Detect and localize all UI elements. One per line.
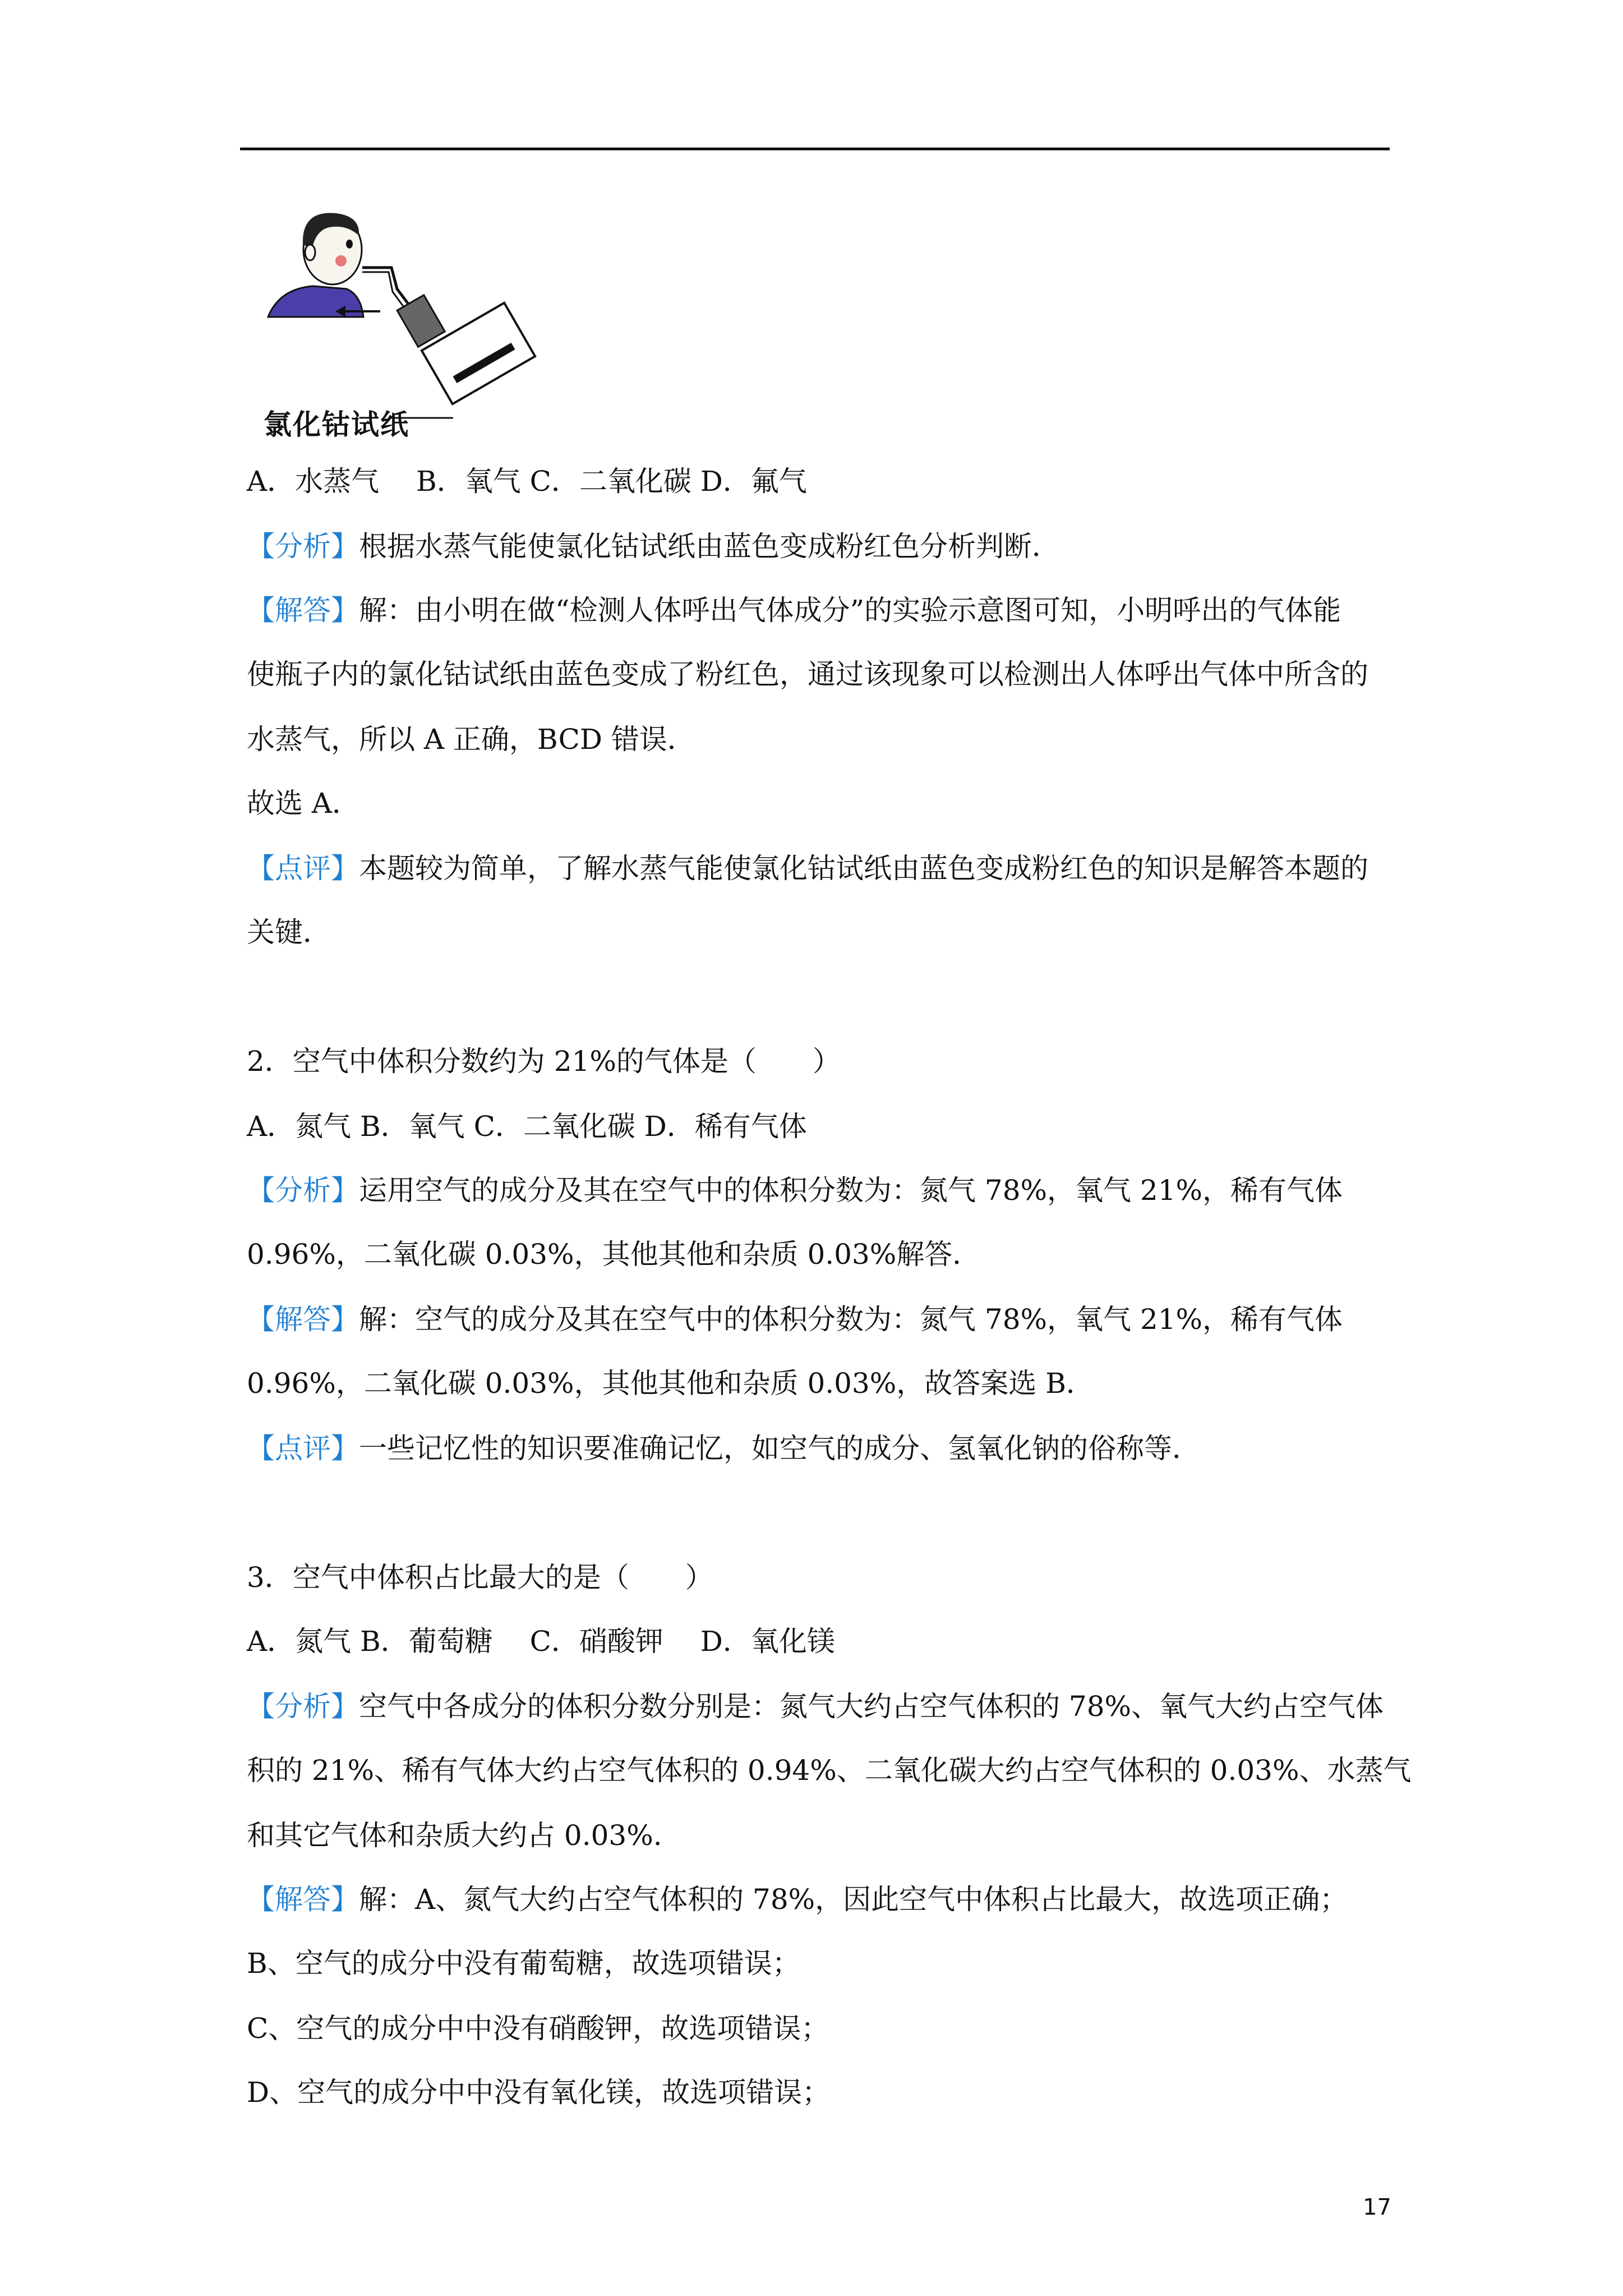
question-stem [247, 1561, 713, 1594]
text-line [247, 2076, 830, 2109]
section-tag: 【分析】 [247, 530, 359, 563]
text-line [247, 1174, 1343, 1207]
line-text: A．氮气 B．葡萄糖 C．硝酸钾 D．氧化镁 [247, 1625, 835, 1658]
line-text: 根据水蒸气能使氯化钴试纸由蓝色变成粉红色分析判断． [359, 530, 1060, 563]
text-line [247, 1819, 662, 1852]
line-text: C、空气的成分中中没有硝酸钾，故选项错误； [247, 2012, 829, 2045]
line-text: 空气中各成分的体积分数分别是：氮气大约占空气体积的 78%、氧气大约占空气体 [359, 1690, 1384, 1723]
text-line [247, 723, 695, 756]
text-line [247, 915, 331, 949]
text-line [247, 1947, 800, 1980]
text-line [247, 1690, 1384, 1723]
text-line [247, 593, 1341, 627]
line-text: A．氮气 B．氧气 C．二氧化碳 D．稀有气体 [247, 1110, 807, 1143]
line-text: 一些记忆性的知识要准确记忆，如空气的成分、氢氧化钠的俗称等． [359, 1432, 1200, 1465]
header-rule [240, 148, 1390, 150]
line-text: 运用空气的成分及其在空气中的体积分数为：氮气 78%，氧气 21%，稀有气体 [359, 1174, 1343, 1207]
text-line [247, 852, 1368, 885]
text-line [247, 464, 807, 498]
text-line [247, 1366, 1094, 1400]
line-text: 0.96%，二氧化碳 0.03%，其他其他和杂质 0.03%解答． [247, 1238, 981, 1271]
section-tag: 【点评】 [247, 852, 359, 885]
section-tag: 【分析】 [247, 1690, 359, 1723]
line-text: 关键． [247, 916, 331, 949]
line-text: 使瓶子内的氯化钴试纸由蓝色变成了粉红色，通过该现象可以检测出人体呼出气体中所含的 [247, 658, 1368, 691]
text-line [247, 657, 1368, 691]
section-tag: 【点评】 [247, 1432, 359, 1465]
text-line [247, 1883, 1348, 1916]
text-line [247, 1303, 1343, 1336]
section-tag: 【解答】 [247, 594, 359, 627]
section-tag: 【解答】 [247, 1303, 359, 1336]
figure-caption: 氯化钴试纸 [264, 408, 409, 441]
text-line [247, 786, 360, 820]
answer-options [247, 1110, 807, 1143]
line-text: 水蒸气，所以 A 正确，BCD 错误． [247, 723, 695, 756]
line-text: D、空气的成分中中没有氧化镁，故选项错误； [247, 2076, 831, 2109]
text-line [247, 2012, 829, 2045]
line-text: 3．空气中体积占比最大的是（ ） [247, 1561, 713, 1594]
section-tag: 【分析】 [247, 1174, 359, 1207]
line-text: 积的 21%、稀有气体大约占空气体积的 0.94%、二氧化碳大约占空气体积的 0.03%、水蒸气 [247, 1754, 1412, 1787]
line-text: 0.96%，二氧化碳 0.03%，其他其他和杂质 0.03%，故答案选 B． [247, 1367, 1094, 1400]
page-number: 17 [1363, 2194, 1391, 2220]
line-text: 解：由小明在做“检测人体呼出气体成分”的实验示意图可知，小明呼出的气体能 [359, 594, 1341, 627]
experiment-illustration [262, 205, 543, 446]
line-text: 和其它气体和杂质大约占 0.03%. [247, 1819, 662, 1852]
line-text: 故选 A． [247, 787, 361, 820]
section-tag: 【解答】 [247, 1883, 359, 1916]
text-line [247, 1432, 1200, 1465]
line-text: 本题较为简单，了解水蒸气能使氯化钴试纸由蓝色变成粉红色的知识是解答本题的 [359, 852, 1368, 885]
line-text: 解：A、氮气大约占空气体积的 78%，因此空气中体积占比最大，故选项正确； [359, 1883, 1348, 1916]
answer-options [247, 1625, 835, 1658]
text-line [247, 1754, 1412, 1787]
line-text: 2．空气中体积分数约为 21%的气体是（ ） [247, 1045, 841, 1078]
question-stem [247, 1045, 841, 1078]
line-text: A．水蒸气 B．氧气 C．二氧化碳 D．氟气 [247, 465, 807, 498]
line-text: 解：空气的成分及其在空气中的体积分数为：氮气 78%，氧气 21%，稀有气体 [359, 1303, 1343, 1336]
text-line [247, 1237, 980, 1271]
line-text: B、空气的成分中没有葡萄糖，故选项错误； [247, 1947, 800, 1980]
text-line [247, 530, 1060, 563]
